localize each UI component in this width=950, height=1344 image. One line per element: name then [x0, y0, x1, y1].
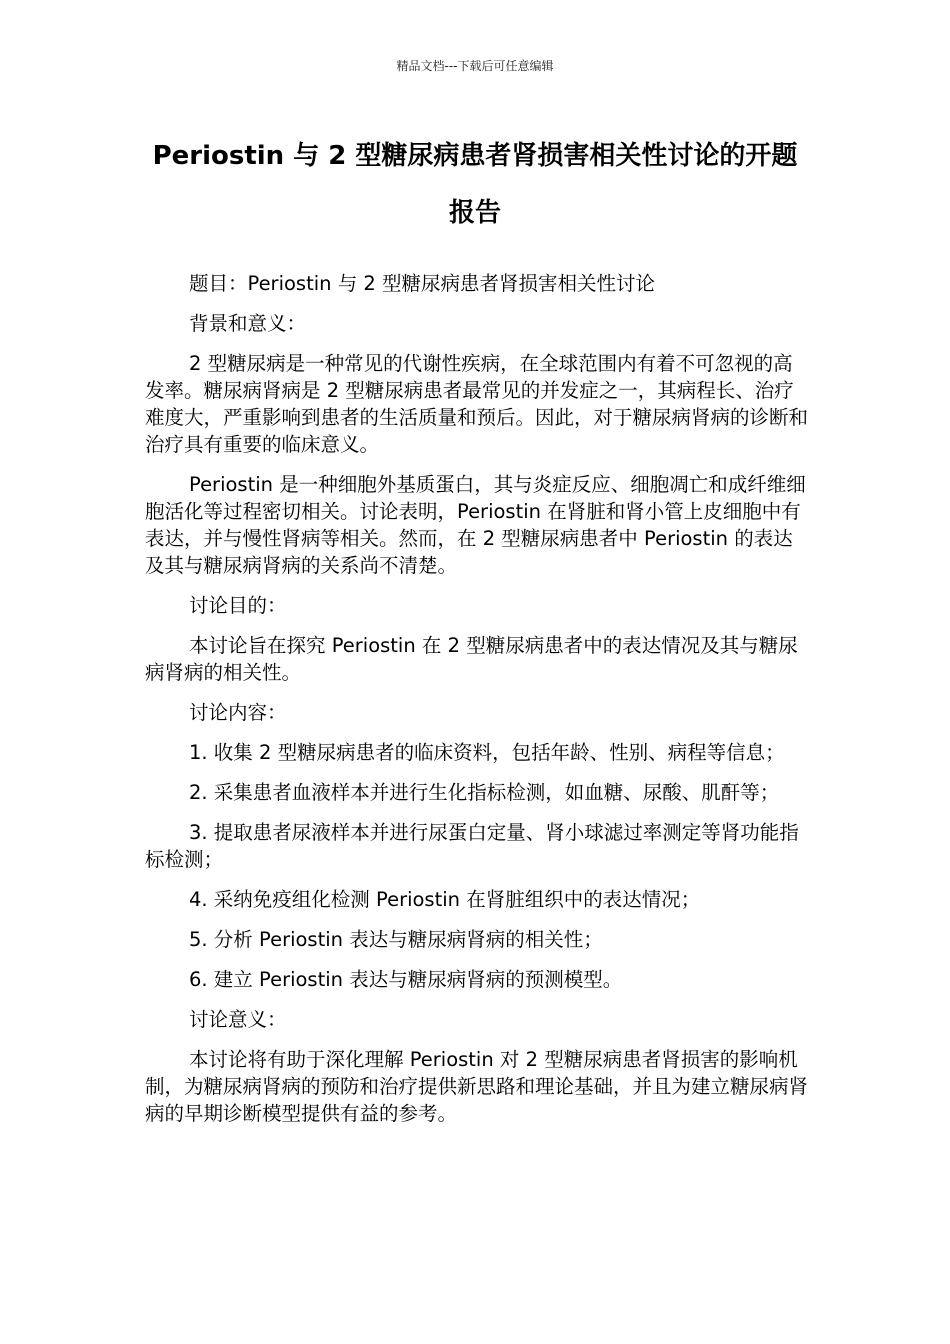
background-paragraph-1: 2 型糖尿病是一种常见的代谢性疾病，在全球范围内有着不可忽视的高发率。糖尿病肾病是 2 型糖尿病患者最常见的并发症之一，其病程长、治疗难度大，严重影响到患者的生活质量和预后。因此，对于糖尿病肾病的诊断和治疗具有重要的临床意义。 [145, 352, 809, 456]
content-item-1: 1. 收集 2 型糖尿病患者的临床资料，包括年龄、性别、病程等信息； [189, 741, 785, 764]
topic-line: 题目：Periostin 与 2 型糖尿病患者肾损害相关性讨论 [189, 272, 656, 295]
purpose-heading: 讨论目的： [189, 594, 287, 617]
significance-paragraph: 本讨论将有助于深化理解 Periostin 对 2 型糖尿病患者肾损害的影响机制，为糖尿病肾病的预防和治疗提供新思路和理论基础，并且为建立糖尿病肾病的早期诊断模型提供有益的参考。 [145, 1048, 809, 1125]
content-item-5: 5. 分析 Periostin 表达与糖尿病肾病的相关性； [189, 928, 603, 951]
background-heading: 背景和意义： [189, 312, 307, 335]
background-paragraph-2: Periostin 是一种细胞外基质蛋白，其与炎症反应、细胞凋亡和成纤维细胞活化等过程密切相关。讨论表明，Periostin 在肾脏和肾小管上皮细胞中有表达，并与慢性肾病等相关。然而，在 2 型糖尿病患者中 Periostin 的表达及其与糖尿病肾病的关系尚不清楚。 [145, 473, 806, 577]
purpose-paragraph: 本讨论旨在探究 Periostin 在 2 型糖尿病患者中的表达情况及其与糖尿病肾病的相关性。 [145, 634, 798, 684]
document-title: Periostin 与 2 型糖尿病患者肾损害相关性讨论的开题报告 [152, 141, 798, 228]
content-item-6: 6. 建立 Periostin 表达与糖尿病肾病的预测模型。 [189, 968, 623, 991]
content-item-2: 2. 采集患者血液样本并进行生化指标检测，如血糖、尿酸、肌酐等； [189, 781, 780, 804]
page-header: 精品文档---下载后可任意编辑 [396, 59, 554, 73]
content-item-3: 3. 提取患者尿液样本并进行尿蛋白定量、肾小球滤过率测定等肾功能指标检测； [145, 821, 799, 871]
content-heading: 讨论内容： [189, 701, 287, 724]
document-body [145, 270, 809, 1140]
content-item-4: 4. 采纳免疫组化检测 Periostin 在肾脏组织中的表达情况； [189, 888, 701, 911]
significance-heading: 讨论意义： [189, 1008, 287, 1031]
